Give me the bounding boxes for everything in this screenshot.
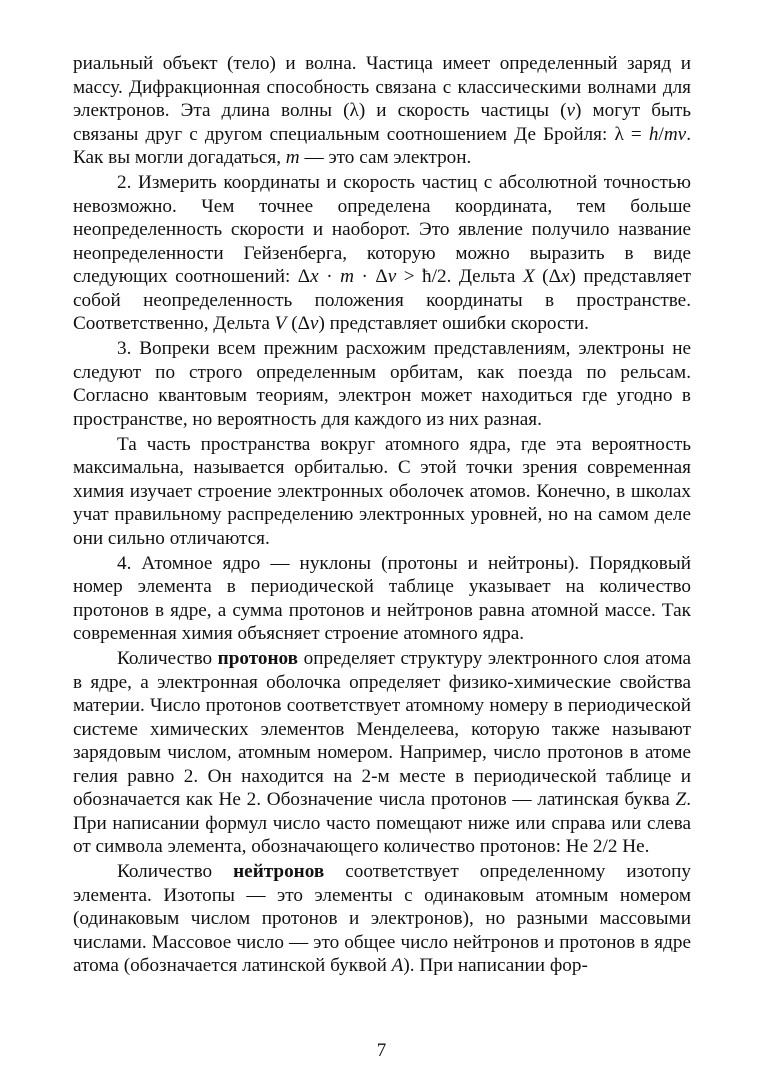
paragraph-2: 2. Измерить координаты и скорость частиц с абсолютной точностью невозможно. Чем точнее определена координата, тем больше неопределенность скорости и наоборот. Это явление получило название неопределенности Гейзенберга, которую можно выразить в виде следующих соотношений: Δx · m · Δv > ħ/2. Дельта X (Δx) представляет собой неопределенность положения координаты в пространстве. Соответственно, Дельта V (Δv) представляет ошибки скорости. xyxy=(73,172,691,334)
paragraph-5: 4. Атомное ядро — нуклоны (протоны и нейтроны). Порядковый номер элемента в периодической таблице указывает на количество протонов в ядре, а сумма протонов и нейтронов равна атомной массе. Так современная химия объясняет строение атомного ядра. xyxy=(73,552,691,644)
paragraph-7: Количество нейтронов соответствует определенному изотопу элемента. Изотопы — это элементы с одинаковым атомным номером (одинаковым числом протонов и электронов), но разными массовыми числами. Массовое число — это общее число нейтронов и протонов в ядре атома (обозначается латинской буквой A). При написании фор- xyxy=(73,861,691,976)
page-number: 7 xyxy=(376,1040,387,1061)
paragraph-4: Та часть пространства вокруг атомного ядра, где эта вероятность максимальна, называется орбиталью. С этой точки зрения современная химия изучает строение электронных оболочек атомов. Конечно, в школах учат правильному распределению электронных уровней, но на самом деле они сильно отличаются. xyxy=(73,433,691,549)
paragraph-6: Количество протонов определяет структуру электронного слоя атома в ядре, а электронная оболочка определяет физико-химические свойства материи. Число протонов соответствует атомному номеру в периодической системе химических элементов Менделеева, которую также называют зарядовым числом, атомным номером. Например, число протонов в атоме гелия равно 2. Он находится на 2-м месте в периодической таблице и обозначается как He 2. Обозначение числа протонов — латинская буква Z. При написании формул число часто помещают ниже или справа или слева от символа элемента, обозначающего количество протонов: He 2/2 He. xyxy=(73,648,692,857)
paragraph-1: риальный объект (тело) и волна. Частица имеет определенный заряд и массу. Дифракционная способность связана с классическими волнами для электронов. Эта длина волны (λ) и скорость частицы (v) могут быть связаны друг с другом специальным соотношением Де Бройля: λ = h/mv. Как вы могли догадаться, m — это сам электрон. xyxy=(73,53,691,168)
page-body xyxy=(73,52,691,978)
paragraph-3: 3. Вопреки всем прежним расхожим представлениям, электроны не следуют по строго определенным орбитам, как поезда по рельсам. Согласно квантовым теориям, электрон может находиться где угодно в пространстве, но вероятность для каждого из них разная. xyxy=(73,338,691,430)
